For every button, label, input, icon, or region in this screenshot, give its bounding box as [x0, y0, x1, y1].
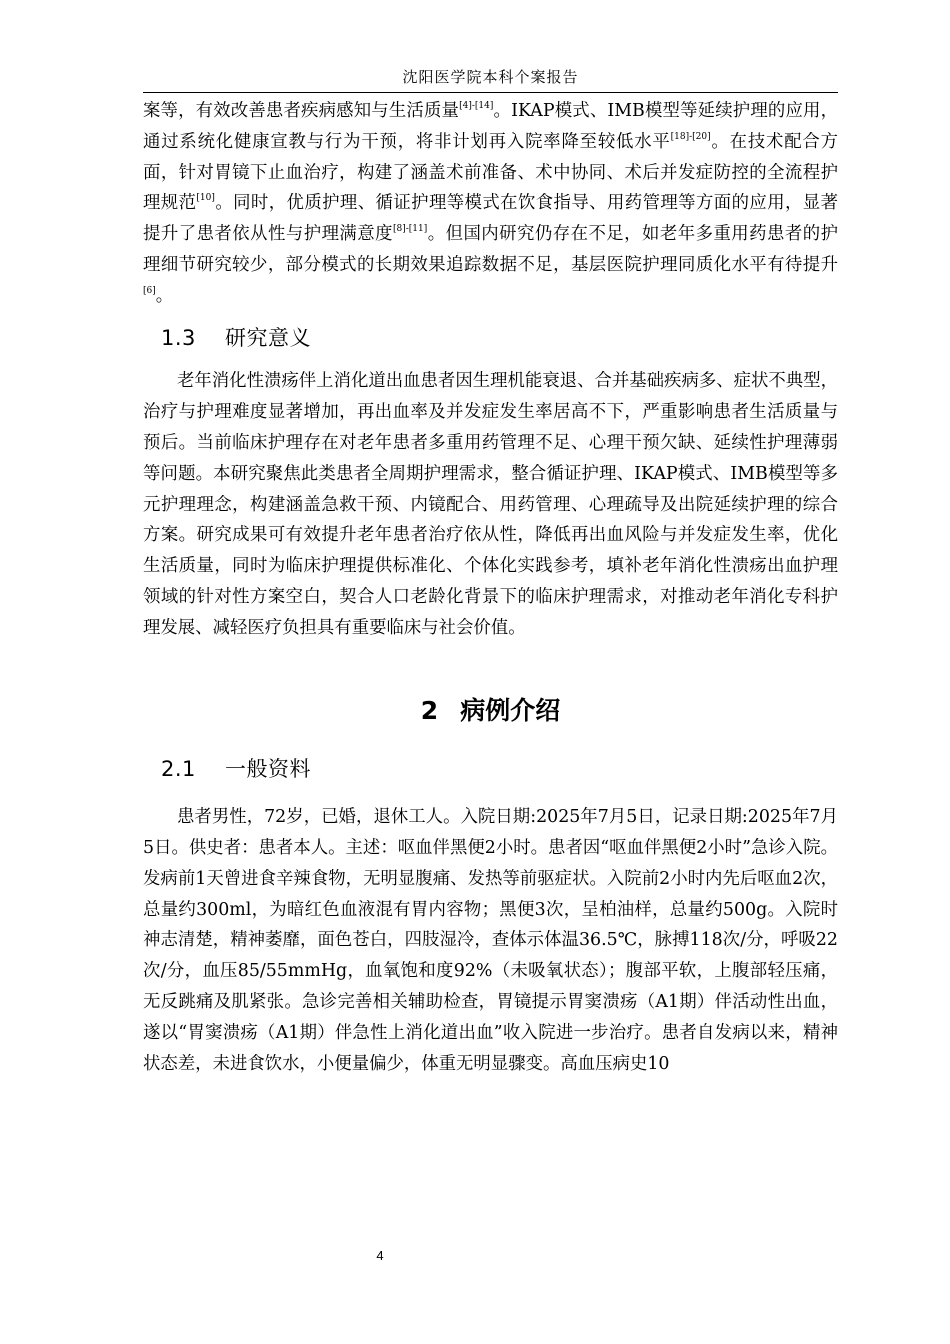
- page-number: 4: [376, 1248, 384, 1263]
- text-run: 案等，有效改善患者疾病感知与生活质量: [143, 101, 460, 121]
- chapter-heading: [143, 696, 838, 727]
- page-body: [143, 96, 838, 1079]
- intro-paragraph: [143, 96, 838, 312]
- section-title: 一般资料: [225, 757, 311, 782]
- citation: [6]: [143, 285, 156, 296]
- text-run: 。IKAP模式、IMB模型等延续护理的应用，通过系统化健康宣教与行为干预，将非计划再入院率降至较低水平: [143, 101, 839, 152]
- text-run: 。: [155, 285, 174, 306]
- citation: [4]-[14]: [459, 101, 494, 111]
- section-number: 1.3: [161, 325, 196, 350]
- header-rule: [143, 92, 838, 93]
- significance-paragraph: 老年消化性溃疡伴上消化道出血患者因生理机能衰退、合并基础疾病多、症状不典型，治疗与护理难度显著增加，再出血率及并发症发生率居高不下，严重影响患者生活质量与预后。当前临床护理存在对老年患者多重用药管理不足、心理干预欠缺、延续性护理薄弱等问题。本研究聚焦此类患者全周期护理需求，整合循证护理、IKAP模式、IMB模型等多元护理理念，构建涵盖急救干预、内镜配合、用药管理、心理疏导及出院延续护理的综合方案。研究成果可有效提升老年患者治疗依从性，降低再出血风险与并发症发生率，优化生活质量，同时为临床护理提供标准化、个体化实践参考，填补老年消化性溃疡出血护理领域的针对性方案空白，契合人口老龄化背景下的临床护理需求，对推动老年消化专科护理发展、减轻医疗负担具有重要临床与社会价值。: [143, 371, 838, 638]
- text-run: 。同时，优质护理、循证护理等模式在饮食指导、用药管理等方面的应用，显著提升了患者依从性与护理满意度: [143, 193, 838, 245]
- text-run: 。但国内研究仍存在不足，如老年多重用药患者的护理细节研究较少，部分模式的长期效果追踪数据不足，基层医院护理同质化水平有待提升: [143, 224, 838, 275]
- text-run: 。在技术配合方面，针对胃镜下止血治疗，构建了涵盖术前准备、术中协同、术后并发症防控的全流程护理规范: [143, 131, 838, 214]
- section-number: 2.1: [161, 757, 196, 782]
- chapter-title: 病例介绍: [460, 695, 561, 725]
- section-heading-1-3: [143, 323, 838, 354]
- running-header: 沈阳医学院本科个案报告: [402, 68, 579, 86]
- citation: [8]-[11]: [393, 224, 428, 235]
- citation: [10]: [196, 193, 215, 204]
- chapter-number: 2: [420, 695, 439, 725]
- section-heading-2-1: [143, 754, 838, 785]
- section-title: 研究意义: [225, 325, 311, 350]
- case-paragraph: 患者男性，72岁，已婚，退休工人。入院日期:2025年7月5日，记录日期:2025年7月5日。供史者：患者本人。主述：呕血伴黑便2小时。患者因“呕血伴黑便2小时”急诊入院。发病前1天曾进食辛辣食物，无明显腹痛、发热等前驱症状。入院前2小时内先后呕血2次，总量约300ml，为暗红色血液混有胃内容物；黑便3次，呈柏油样，总量约500g。入院时神志清楚，精神萎靡，面色苍白，四肢湿冷，查体示体温36.5℃，脉搏118次/分，呼吸22次/分，血压85/55mmHg，血氧饱和度92%（未吸氧状态）；腹部平软，上腹部轻压痛，无反跳痛及肌紧张。急诊完善相关辅助检查，胃镜提示胃窦溃疡（A1期）伴活动性出血，遂以“胃窦溃疡（A1期）伴急性上消化道出血”收入院进一步治疗。患者自发病以来，精神状态差，未进食饮水，小便量偏少，体重无明显骤变。高血压病史10: [143, 807, 838, 1074]
- citation: [18]-[20]: [670, 131, 711, 142]
